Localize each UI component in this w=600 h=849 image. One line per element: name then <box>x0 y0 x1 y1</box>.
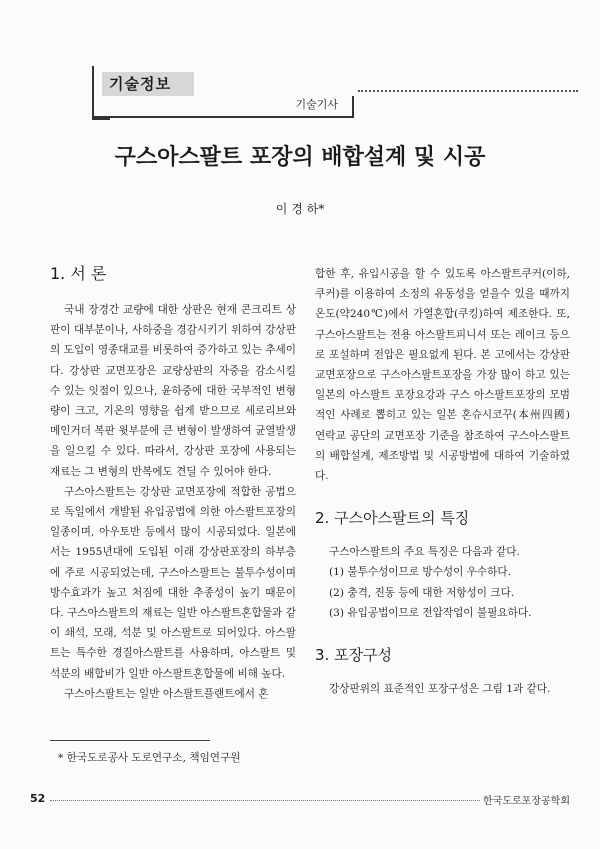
section-2-heading: 2. 구스아스팔트의 특징 <box>315 509 470 528</box>
footer-dotted-rule <box>50 800 480 801</box>
features-list <box>315 562 570 623</box>
section-1-paragraph-1: 국내 장경간 교량에 대한 상판은 현재 콘크리트 상판이 대부분이나, 사하중을 경감시키기 위하여 강상판의 도입이 영종대교를 비롯하여 증가하고 있는 추세이다. 강상판 교면포장은 교량상판의 자중을 감소시킬 수 있는 잇점이 있으나, 윤하중에 대한 국부적인 변형량이 크고, 기온의 영향을 쉽게 받으므로 세로리브와 메인거더 복판 윗부분에 큰 변형이 발생하여 균열발생을 일으킬 수 있다. 따라서, 강상판 포장에 사용되는 재료는 그 변형의 반복에도 견딜 수 있어야 한다. <box>50 304 296 478</box>
journal-name: 한국도로포장공학회 <box>483 796 570 807</box>
section-1-paragraph-2: 구스아스팔트는 강상판 교면포장에 적합한 공법으로 독일에서 개발된 유입공법에 의한 아스팔트포장의 일종이며, 아우토반 등에서 많이 시공되었다. 일본에서는 1955년대에 도입된 이래 강상판포장의 하부층에 주로 시공되었는데, 구스아스팔트는 불투수성이며 방수효과가 높고 처짐에 대한 추종성이 높기 때문이다. 구스아스팔트의 재료는 일반 아스팔트혼합물과 같이 쇄석, 모래, 석분 및 아스팔트로 되어있다. 아스팔트는 특수한 경질아스팔트를 사용하며, 아스팔트 및 석분의 배합비가 일반 아스팔트혼합물에 비해 높다. <box>50 485 296 680</box>
section-1-paragraph-3-start: 구스아스팔트는 일반 아스팔트플랜트에서 혼 <box>64 687 269 700</box>
header-frame-tick <box>352 96 354 118</box>
article-title: 구스아스팔트 포장의 배합설계 및 시공 <box>114 145 486 170</box>
right-column <box>315 264 570 699</box>
header-section: 기술기사 <box>295 98 338 111</box>
section-3-heading: 3. 포장구성 <box>315 646 393 665</box>
footnote: * 한국도로공사 도로연구소, 책임연구원 <box>58 752 241 764</box>
article-author: 이 경 하* <box>275 202 325 216</box>
feature-item: (2) 충격, 진동 등에 대한 저항성이 크다. <box>329 586 515 599</box>
section-2-intro: 구스아스팔트의 주요 특징은 다음과 같다. <box>329 546 520 559</box>
header-kicker: 기술정보 <box>109 75 171 93</box>
page-number: 52 <box>30 792 46 805</box>
header-dotted-rule <box>358 90 578 92</box>
section-1-heading: 1. 서 론 <box>50 264 107 283</box>
feature-item: (1) 불투수성이므로 방수성이 우수하다. <box>329 566 511 579</box>
left-column <box>50 264 296 704</box>
section-1-paragraph-3-continued: 합한 후, 유입시공을 할 수 있도록 아스팔트쿠커(이하, 쿠커)를 이용하여 소정의 유동성을 얻을수 있을 때까지 온도(약240℃)에서 가열혼합(쿠킹)하여 제조한다. 또, 구스아스팔트는 전용 아스팔트피니셔 또는 레이크 등으로 포설하며 전압은 필요없게 된다. 본 고에서는 강상판 교면포장으로 구스아스팔트포장을 가장 많이 하고 있는 일본의 아스팔트 포장요강과 구스 아스팔트포장의 모범적인 사례로 뽑히고 있는 일본 혼슈시코꾸(本州四國) 연락교 공단의 교면포장 기준을 참조하여 구스아스팔트의 배합설계, 제조방법 및 시공방법에 대하여 기술하였다. <box>315 268 570 483</box>
footnote-rule <box>50 740 210 741</box>
section-3-paragraph-1: 강상판위의 표준적인 포장구성은 그림 1과 같다. <box>329 683 551 696</box>
header-box <box>92 66 354 118</box>
header-frame-bottom <box>92 116 354 118</box>
feature-item: (3) 유입공법이므로 전압작업이 불필요하다. <box>329 606 532 619</box>
